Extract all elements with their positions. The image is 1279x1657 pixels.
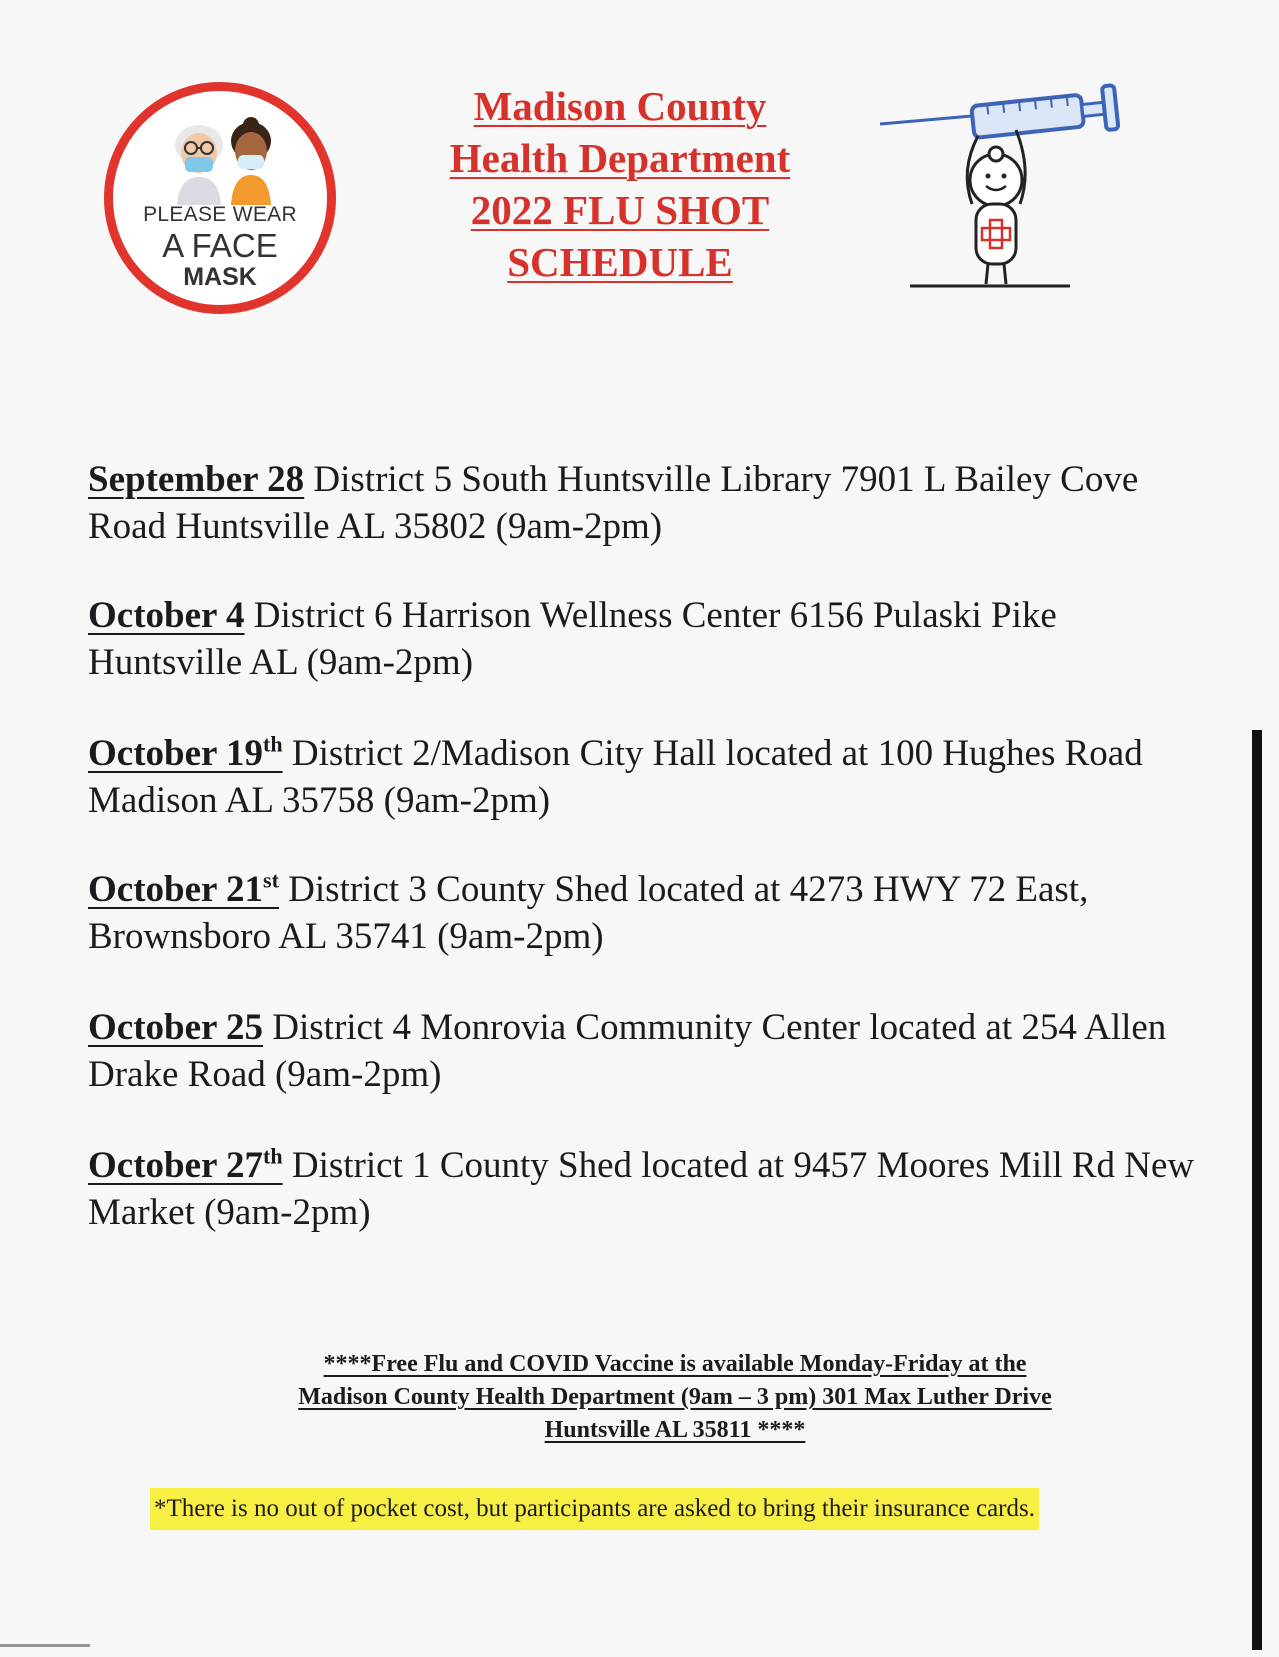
notice-line-3: Huntsville AL 35811 **** (544, 1417, 806, 1443)
entry-date-suffix: th (263, 731, 283, 757)
entry-date-suffix: st (263, 867, 279, 893)
schedule-entry-2 (88, 592, 1208, 686)
mask-badge-line-3: MASK (183, 263, 257, 291)
schedule-entry-1 (88, 456, 1208, 550)
entry-date-text: October 27 (88, 1145, 264, 1186)
entry-date-text: October 21 (88, 869, 264, 910)
entry-details: District 1 County Shed located at 9457 Moores Mill Rd New Market (9am-2pm) (88, 1145, 1195, 1233)
masked-people-icon (165, 115, 285, 205)
entry-date (88, 733, 283, 774)
schedule-entry-3 (88, 730, 1208, 824)
notice-line-1: ****Free Flu and COVID Vaccine is available Monday-Friday at the (323, 1351, 1027, 1377)
entry-date (88, 869, 279, 910)
syringe-mascot-icon (880, 80, 1150, 300)
entry-date: September 28 (88, 459, 305, 500)
entry-date-text: October 19 (88, 733, 264, 774)
title-line-1: Madison County (473, 83, 767, 129)
mask-badge-line-2: A FACE (162, 227, 278, 264)
notice-line-2: Madison County Health Department (9am – 3 pm) 301 Max Luther Drive (298, 1384, 1052, 1410)
scan-edge-shadow (1252, 730, 1262, 1650)
title-line-3: 2022 FLU SHOT (470, 187, 770, 233)
scan-bottom-mark (0, 1644, 90, 1647)
entry-date-suffix: th (263, 1143, 283, 1169)
schedule-entry-6 (88, 1142, 1208, 1236)
entry-details: District 5 South Huntsville Library 7901 L Bailey Cove Road Huntsville AL 35802 (9am-2pm) (88, 459, 1139, 547)
entry-details: District 3 County Shed located at 4273 HWY 72 East, Brownsboro AL 35741 (9am-2pm) (88, 869, 1089, 957)
entry-details: District 2/Madison City Hall located at 100 Hughes Road Madison AL 35758 (9am-2pm) (88, 733, 1143, 821)
entry-date: October 4 (88, 595, 245, 636)
title-line-2: Health Department (449, 135, 791, 181)
entry-date: October 25 (88, 1007, 264, 1048)
face-mask-badge (104, 82, 336, 314)
schedule-entry-4 (88, 866, 1208, 960)
entry-details: District 6 Harrison Wellness Center 6156 Pulaski Pike Huntsville AL (9am-2pm) (88, 595, 1057, 683)
vaccine-availability-notice (175, 1348, 1175, 1447)
mask-badge-line-1: PLEASE WEAR (143, 203, 297, 226)
entry-details: District 4 Monrovia Community Center located at 254 Allen Drake Road (9am-2pm) (88, 1007, 1167, 1095)
schedule-entry-5 (88, 1004, 1208, 1098)
entry-date (88, 1145, 283, 1186)
page-title (390, 80, 850, 288)
title-line-4: SCHEDULE (507, 239, 733, 285)
insurance-footnote: *There is no out of pocket cost, but participants are asked to bring their insurance cards. (150, 1488, 1039, 1530)
